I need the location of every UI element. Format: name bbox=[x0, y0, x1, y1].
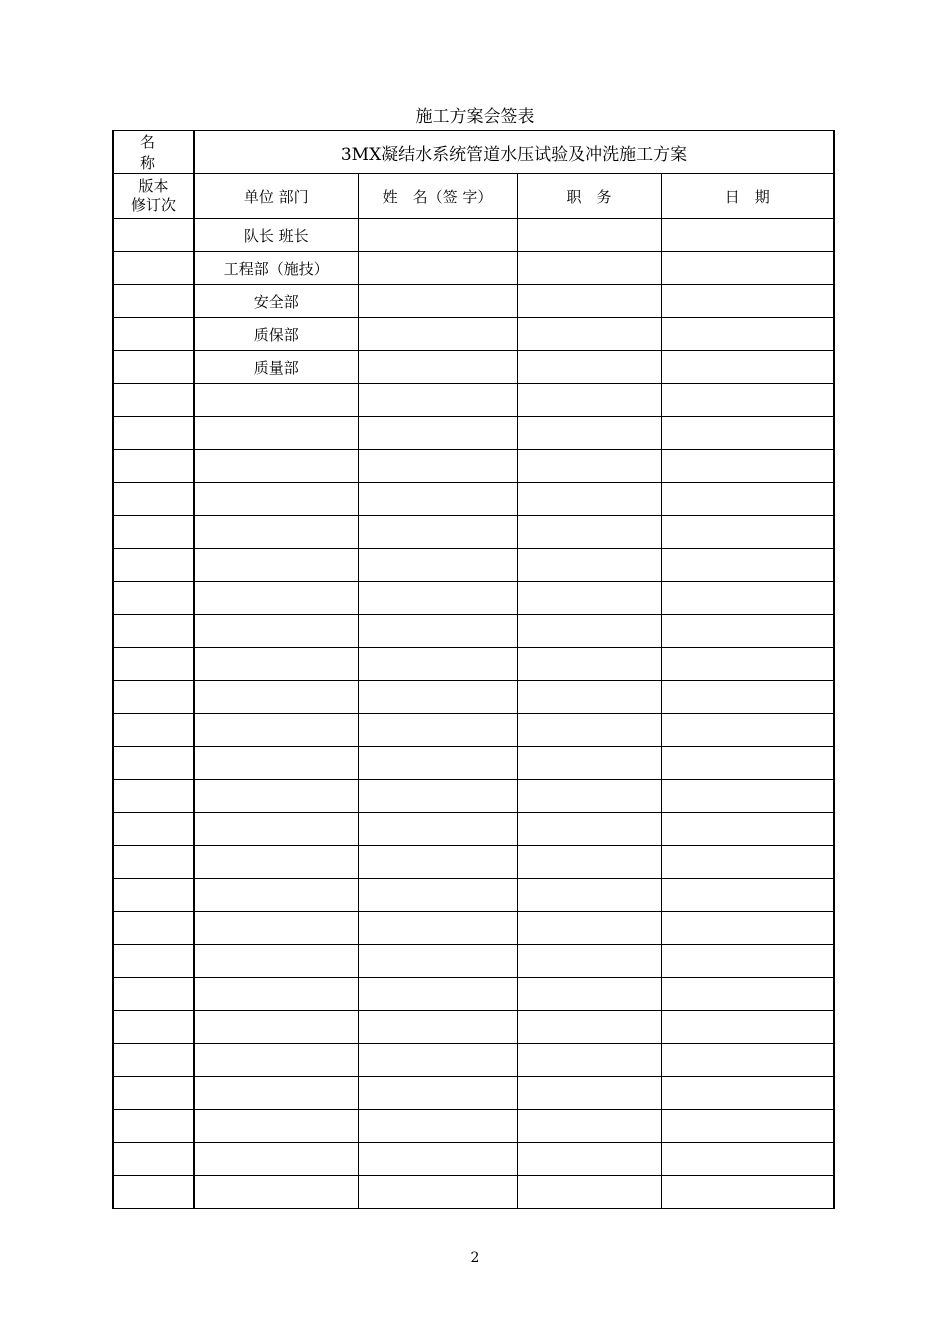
revision-cell bbox=[113, 252, 194, 285]
position-cell bbox=[517, 549, 661, 582]
date-cell bbox=[661, 1176, 834, 1209]
position-cell bbox=[517, 351, 661, 384]
table-row bbox=[113, 1044, 834, 1077]
position-cell bbox=[517, 780, 661, 813]
unit-cell bbox=[194, 978, 358, 1011]
unit-cell bbox=[194, 780, 358, 813]
table-row bbox=[113, 747, 834, 780]
table-row bbox=[113, 285, 834, 318]
signature-cell bbox=[358, 219, 517, 252]
table-row bbox=[113, 912, 834, 945]
table-row bbox=[113, 483, 834, 516]
signature-cell bbox=[358, 1077, 517, 1110]
position-cell bbox=[517, 945, 661, 978]
position-cell bbox=[517, 714, 661, 747]
signature-cell bbox=[358, 549, 517, 582]
plan-name-value: 3MX凝结水系统管道水压试验及冲洗施工方案 bbox=[194, 131, 834, 174]
position-cell bbox=[517, 1044, 661, 1077]
date-cell bbox=[661, 252, 834, 285]
table-row bbox=[113, 978, 834, 1011]
revision-cell bbox=[113, 450, 194, 483]
signature-cell bbox=[358, 1044, 517, 1077]
unit-cell bbox=[194, 450, 358, 483]
unit-cell bbox=[194, 681, 358, 714]
date-cell bbox=[661, 549, 834, 582]
unit-cell bbox=[194, 846, 358, 879]
revision-cell bbox=[113, 615, 194, 648]
table-row bbox=[113, 450, 834, 483]
signature-cell bbox=[358, 1176, 517, 1209]
position-cell bbox=[517, 1110, 661, 1143]
table-row bbox=[113, 417, 834, 450]
revision-cell bbox=[113, 285, 194, 318]
unit-cell bbox=[194, 747, 358, 780]
table-row bbox=[113, 681, 834, 714]
date-cell bbox=[661, 978, 834, 1011]
table-row bbox=[113, 1110, 834, 1143]
revision-cell bbox=[113, 351, 194, 384]
revision-cell bbox=[113, 1011, 194, 1044]
signature-cell bbox=[358, 582, 517, 615]
signature-cell bbox=[358, 384, 517, 417]
table-row bbox=[113, 351, 834, 384]
date-cell bbox=[661, 714, 834, 747]
signature-cell bbox=[358, 450, 517, 483]
date-cell bbox=[661, 945, 834, 978]
table-row bbox=[113, 846, 834, 879]
signoff-table bbox=[112, 130, 835, 1209]
table-row bbox=[113, 516, 834, 549]
revision-cell bbox=[113, 714, 194, 747]
position-cell bbox=[517, 252, 661, 285]
date-cell bbox=[661, 582, 834, 615]
date-cell bbox=[661, 318, 834, 351]
revision-header-line1: 版本 bbox=[138, 177, 169, 195]
position-cell bbox=[517, 648, 661, 681]
page-number: 2 bbox=[470, 1250, 480, 1266]
unit-cell bbox=[194, 516, 358, 549]
date-cell bbox=[661, 912, 834, 945]
revision-cell bbox=[113, 516, 194, 549]
date-cell bbox=[661, 747, 834, 780]
date-cell bbox=[661, 285, 834, 318]
signature-cell bbox=[358, 1011, 517, 1044]
position-cell bbox=[517, 516, 661, 549]
signature-cell bbox=[358, 1110, 517, 1143]
unit-cell bbox=[194, 1011, 358, 1044]
table-row bbox=[113, 1143, 834, 1176]
table-row bbox=[113, 1011, 834, 1044]
signature-cell bbox=[358, 681, 517, 714]
revision-cell bbox=[113, 846, 194, 879]
position-cell bbox=[517, 582, 661, 615]
unit-department-header: 单位 部门 bbox=[194, 174, 358, 219]
revision-cell bbox=[113, 483, 194, 516]
date-cell bbox=[661, 450, 834, 483]
position-cell bbox=[517, 450, 661, 483]
revision-cell bbox=[113, 549, 194, 582]
date-cell bbox=[661, 780, 834, 813]
unit-cell bbox=[194, 879, 358, 912]
date-header: 日 期 bbox=[661, 174, 834, 219]
unit-cell bbox=[194, 549, 358, 582]
unit-cell bbox=[194, 1110, 358, 1143]
document-title: 施工方案会签表 bbox=[415, 107, 535, 127]
date-cell bbox=[661, 1143, 834, 1176]
signature-cell bbox=[358, 813, 517, 846]
position-cell bbox=[517, 813, 661, 846]
signature-cell bbox=[358, 252, 517, 285]
position-cell bbox=[517, 846, 661, 879]
revision-cell bbox=[113, 384, 194, 417]
date-cell bbox=[661, 384, 834, 417]
unit-cell bbox=[194, 384, 358, 417]
signature-cell bbox=[358, 780, 517, 813]
table-row bbox=[113, 384, 834, 417]
table-row bbox=[113, 615, 834, 648]
table-row bbox=[113, 780, 834, 813]
signature-header: 姓 名（签 字） bbox=[358, 174, 517, 219]
position-cell bbox=[517, 1143, 661, 1176]
date-cell bbox=[661, 1110, 834, 1143]
unit-cell bbox=[194, 1077, 358, 1110]
signature-cell bbox=[358, 285, 517, 318]
position-cell bbox=[517, 318, 661, 351]
revision-cell bbox=[113, 681, 194, 714]
position-cell bbox=[517, 879, 661, 912]
unit-cell bbox=[194, 714, 358, 747]
unit-cell bbox=[194, 945, 358, 978]
table-row bbox=[113, 252, 834, 285]
unit-cell: 质保部 bbox=[194, 318, 358, 351]
position-cell bbox=[517, 912, 661, 945]
name-label: 名 称 bbox=[113, 131, 194, 174]
revision-cell bbox=[113, 879, 194, 912]
revision-cell bbox=[113, 648, 194, 681]
signature-cell bbox=[358, 417, 517, 450]
date-cell bbox=[661, 681, 834, 714]
date-cell bbox=[661, 648, 834, 681]
name-row bbox=[113, 131, 834, 174]
position-cell bbox=[517, 219, 661, 252]
date-cell bbox=[661, 846, 834, 879]
revision-header bbox=[113, 174, 194, 219]
position-cell bbox=[517, 1077, 661, 1110]
date-cell bbox=[661, 516, 834, 549]
signature-cell bbox=[358, 714, 517, 747]
position-cell bbox=[517, 1176, 661, 1209]
revision-cell bbox=[113, 417, 194, 450]
table-row bbox=[113, 1176, 834, 1209]
revision-cell bbox=[113, 1110, 194, 1143]
date-cell bbox=[661, 1044, 834, 1077]
date-cell bbox=[661, 1011, 834, 1044]
revision-cell bbox=[113, 813, 194, 846]
unit-cell bbox=[194, 1176, 358, 1209]
date-cell bbox=[661, 1077, 834, 1110]
position-cell bbox=[517, 483, 661, 516]
table-row bbox=[113, 582, 834, 615]
position-cell bbox=[517, 285, 661, 318]
unit-cell: 安全部 bbox=[194, 285, 358, 318]
table-row bbox=[113, 549, 834, 582]
signature-cell bbox=[358, 846, 517, 879]
revision-cell bbox=[113, 1077, 194, 1110]
revision-cell bbox=[113, 912, 194, 945]
table-row bbox=[113, 813, 834, 846]
unit-cell bbox=[194, 1143, 358, 1176]
revision-cell bbox=[113, 1044, 194, 1077]
signature-cell bbox=[358, 945, 517, 978]
position-cell bbox=[517, 747, 661, 780]
signature-cell bbox=[358, 879, 517, 912]
position-cell bbox=[517, 978, 661, 1011]
signature-cell bbox=[358, 351, 517, 384]
signature-cell bbox=[358, 912, 517, 945]
table-row bbox=[113, 945, 834, 978]
revision-header-line2: 修订次 bbox=[130, 196, 176, 214]
revision-cell bbox=[113, 747, 194, 780]
signature-cell bbox=[358, 516, 517, 549]
unit-cell bbox=[194, 417, 358, 450]
signature-cell bbox=[358, 318, 517, 351]
date-cell bbox=[661, 417, 834, 450]
date-cell bbox=[661, 879, 834, 912]
unit-cell bbox=[194, 813, 358, 846]
signature-cell bbox=[358, 1143, 517, 1176]
revision-cell bbox=[113, 945, 194, 978]
unit-cell bbox=[194, 582, 358, 615]
revision-cell bbox=[113, 582, 194, 615]
unit-cell: 质量部 bbox=[194, 351, 358, 384]
table-row bbox=[113, 219, 834, 252]
position-cell bbox=[517, 384, 661, 417]
position-cell bbox=[517, 1011, 661, 1044]
revision-cell bbox=[113, 219, 194, 252]
table-row bbox=[113, 879, 834, 912]
position-cell bbox=[517, 615, 661, 648]
date-cell bbox=[661, 483, 834, 516]
unit-cell: 队长 班长 bbox=[194, 219, 358, 252]
signature-cell bbox=[358, 978, 517, 1011]
date-cell bbox=[661, 813, 834, 846]
revision-cell bbox=[113, 1143, 194, 1176]
revision-cell bbox=[113, 318, 194, 351]
position-cell bbox=[517, 681, 661, 714]
revision-cell bbox=[113, 1176, 194, 1209]
date-cell bbox=[661, 219, 834, 252]
date-cell bbox=[661, 351, 834, 384]
revision-cell bbox=[113, 780, 194, 813]
position-header: 职 务 bbox=[517, 174, 661, 219]
signature-cell bbox=[358, 483, 517, 516]
revision-cell bbox=[113, 978, 194, 1011]
table-row bbox=[113, 318, 834, 351]
signature-cell bbox=[358, 648, 517, 681]
position-cell bbox=[517, 417, 661, 450]
header-row bbox=[113, 174, 834, 219]
unit-cell bbox=[194, 615, 358, 648]
unit-cell: 工程部（施技） bbox=[194, 252, 358, 285]
unit-cell bbox=[194, 912, 358, 945]
unit-cell bbox=[194, 648, 358, 681]
date-cell bbox=[661, 615, 834, 648]
unit-cell bbox=[194, 483, 358, 516]
table-row bbox=[113, 1077, 834, 1110]
signature-cell bbox=[358, 747, 517, 780]
signature-cell bbox=[358, 615, 517, 648]
table-row bbox=[113, 714, 834, 747]
table-row bbox=[113, 648, 834, 681]
unit-cell bbox=[194, 1044, 358, 1077]
